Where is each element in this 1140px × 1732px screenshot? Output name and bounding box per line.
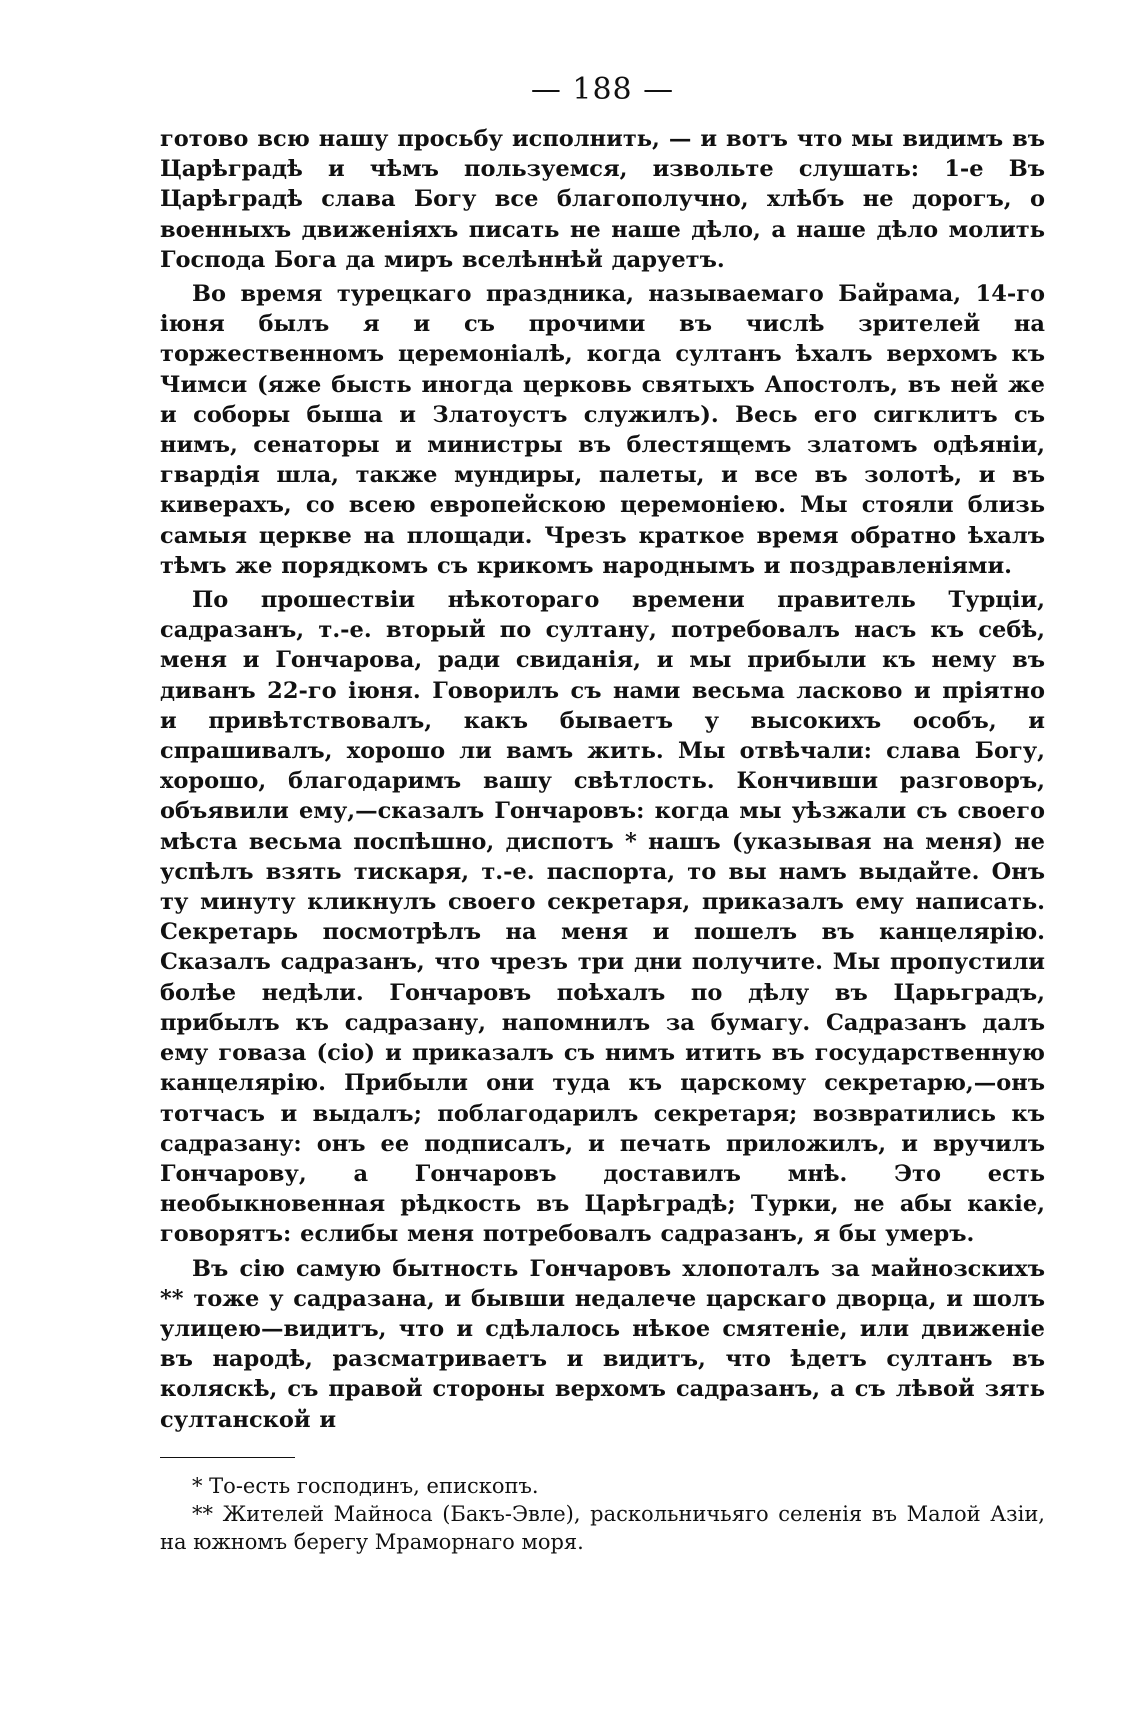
footnote-1: * То-есть господинъ, епископъ.: [192, 1473, 539, 1498]
paragraph-sadrazan: По прошествіи нѣкотораго времени правитель Турціи, садразанъ, т.-е. вторый по султану, потребовалъ насъ къ себѣ, меня и Гончарова, ради свиданія, и мы прибыли къ нему въ диванъ 22-го іюня. Говорилъ съ нами весьма ласково и пріятно и привѣтствовалъ, какъ бываетъ у высокихъ особъ, и спрашивалъ, хорошо ли вамъ жить. Мы отвѣчали: слава Богу, хорошо, благодаримъ вашу свѣтлость. Кончивши разговоръ, объявили ему,—сказалъ Гончаровъ: когда мы уѣзжали съ своего мѣста весьма поспѣшно, диспотъ * нашъ (указывая на меня) не успѣлъ взять тискаря, т.-е. паспорта, то вы намъ выдайте. Онъ ту минуту кликнулъ своего секретаря, приказалъ ему написать. Секретарь посмотрѣлъ на меня и пошелъ въ канцелярію. Сказалъ садразанъ, что чрезъ три дни получите. Мы пропустили болѣе недѣли. Гончаровъ поѣхалъ по дѣлу въ Царьградъ, прибылъ къ садразану, напомнилъ за бумагу. Садразанъ далъ ему говаза (сіо) и приказалъ съ нимъ итить въ государственную канцелярію. Прибыли они туда къ царскому секретарю,—онъ тотчасъ и выдалъ; поблагодарилъ секретаря; возвратились къ садразану: онъ ее подписалъ, и печать приложилъ, и вручилъ Гончарову, а Гончаровъ доставилъ мнѣ. Это есть необыкновенная рѣдкость въ Царѣградѣ; Турки, не абы какіе, говорятъ: еслибы меня потребовалъ садразанъ, я бы умеръ.: [160, 587, 1045, 1248]
paragraph-goncharov: Въ сію самую бытность Гончаровъ хлопоталъ за майнозскихъ ** тоже у садразана, и бывши недалече царскаго дворца, и шолъ улицею—видитъ, что и сдѣлалось нѣкое смятеніе, или движеніе въ народѣ, разсматриваетъ и видитъ, что ѣдетъ султанъ въ коляскѣ, съ правой стороны верхомъ садразанъ, а съ лѣвой зять султанской и: [160, 1255, 1045, 1433]
page-number: — 188 —: [530, 72, 675, 107]
paragraph-bayram: Во время турецкаго праздника, называемаго Байрама, 14-го іюня былъ я и съ прочими въ числѣ зрителей на торжественномъ церемоніалѣ, когда султанъ ѣхалъ верхомъ къ Чимси (яже бысть иногда церковь святыхъ Апостолъ, въ ней же и соборы быша и Златоустъ служилъ). Весь его сигклитъ съ нимъ, сенаторы и министры въ блестящемъ златомъ одѣяніи, гвардія шла, также мундиры, палеты, и все въ золотѣ, и въ киверахъ, со всею европейскою церемоніею. Мы стояли близь самыя церкве на площади. Чрезъ краткое время обратно ѣхалъ тѣмъ же порядкомъ съ крикомъ народнымъ и поздравленіями.: [160, 281, 1045, 579]
book-page: [160, 70, 1045, 1556]
paragraph-continuation: готово всю нашу просьбу исполнить, — и вотъ что мы видимъ въ Царѣградѣ и чѣмъ пользуемся, извольте слушать: 1-е Въ Царѣградѣ слава Богу все благополучно, хлѣбъ не дорогъ, о военныхъ движеніяхъ писать не наше дѣло, а наше дѣло молить Господа Бога да миръ вселѣннѣй даруетъ.: [160, 126, 1045, 273]
footnote-2: ** Жителей Майноса (Бакъ-Эвле), раскольничьяго селенія въ Малой Азіи, на южномъ берегу Мраморнаго моря.: [160, 1501, 1045, 1554]
footnote-divider: [160, 1457, 295, 1458]
